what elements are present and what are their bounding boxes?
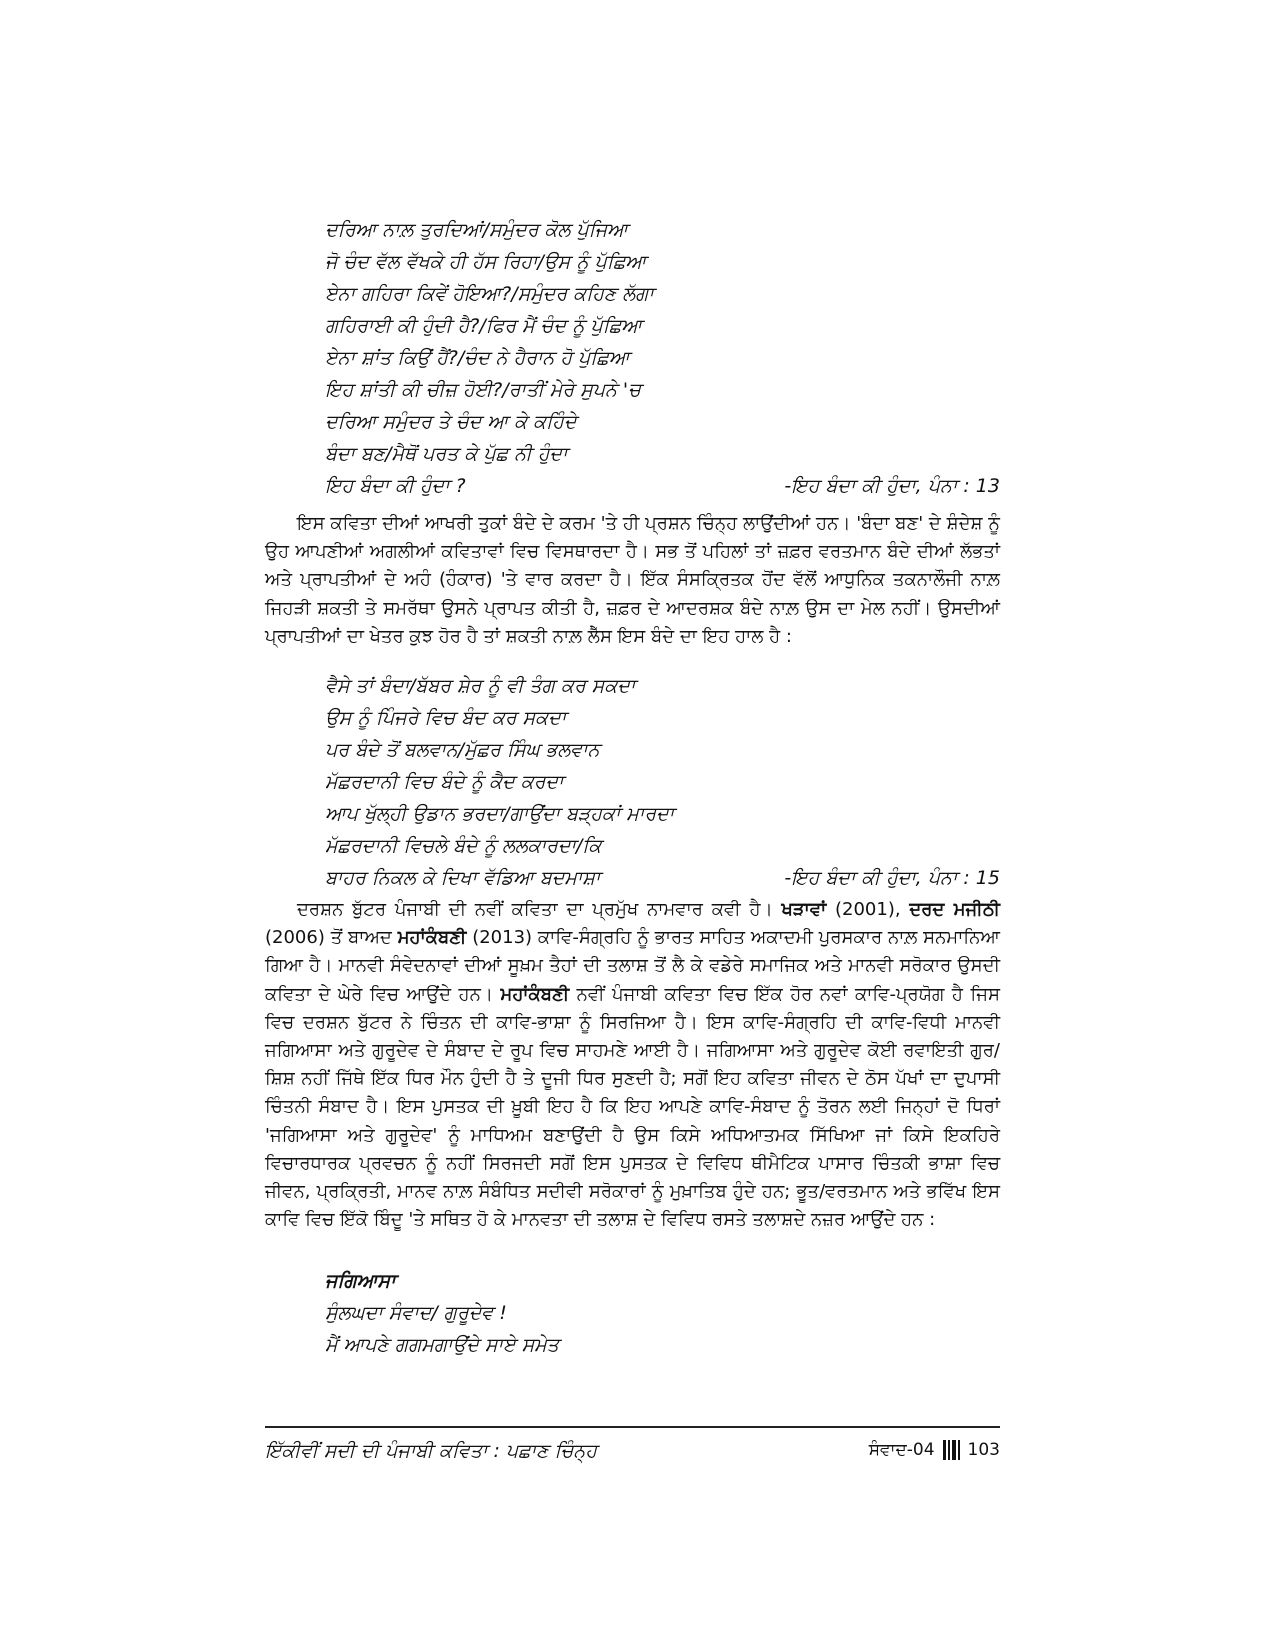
poem-line: ਆਪ ਖੁੱਲ੍ਹੀ ਉਡਾਨ ਭਰਦਾ/ਗਾਉਂਦਾ ਬੜ੍ਹਕਾਂ ਮਾਰਦਾ — [325, 803, 675, 825]
poem-line: ਉਸ ਨੂੰ ਪਿੰਜਰੇ ਵਿਚ ਬੰਦ ਕਰ ਸਕਦਾ — [325, 707, 567, 729]
footer-running-title: ਇੱਕੀਵੀਂ ਸਦੀ ਦੀ ਪੰਜਾਬੀ ਕਵਿਤਾ : ਪਛਾਣ ਚਿੰਨ੍ਹ — [265, 1440, 597, 1462]
barcode-icon — [943, 1440, 960, 1460]
poem-line: ਬੰਦਾ ਬਣ/ਮੈਥੋਂ ਪਰਤ ਕੇ ਪੁੱਛ ਨੀ ਹੁੰਦਾ — [325, 443, 568, 465]
paragraph-text: ਇਸ ਕਵਿਤਾ ਦੀਆਂ ਆਖਰੀ ਤੁਕਾਂ ਬੰਦੇ ਦੇ ਕਰਮ 'ਤੇ ਹੀ ਪ੍ਰਸ਼ਨ ਚਿੰਨ੍ਹ ਲਾਉਂਦੀਆਂ ਹਨ। 'ਬੰਦਾ ਬਣ' ਦੇ ਸ਼ੰਦੇਸ਼ ਨੂੰ ਉਹ ਆਪਣੀਆਂ ਅਗਲੀਆਂ ਕਵਿਤਾਵਾਂ ਵਿਚ ਵਿਸਥਾਰਦਾ ਹੈ। ਸਭ ਤੋਂ ਪਹਿਲਾਂ ਤਾਂ ਜ਼ਫ਼ਰ ਵਰਤਮਾਨ ਬੰਦੇ ਦੀਆਂ ਲੱਭਤਾਂ ਅਤੇ ਪ੍ਰਾਪਤੀਆਂ ਦੇ ਅਹੰ (ਹੰਕਾਰ) 'ਤੇ ਵਾਰ ਕਰਦਾ ਹੈ। ਇੱਕ ਸੰਸਕ੍ਰਿਤਕ ਹੋਂਦ ਵੱਲੋਂ ਆਧੁਨਿਕ ਤਕਨਾਲੌਜੀ ਨਾਲ਼ ਜਿਹੜੀ ਸ਼ਕਤੀ ਤੇ ਸਮਰੱਥਾ ਉਸਨੇ ਪ੍ਰਾਪਤ ਕੀਤੀ ਹੈ, ਜ਼ਫ਼ਰ ਦੇ ਆਦਰਸ਼ਕ ਬੰਦੇ ਨਾਲ਼ ਉਸ ਦਾ ਮੇਲ ਨਹੀਂ। ਉਸਦੀਆਂ ਪ੍ਰਾਪਤੀਆਂ ਦਾ ਖੇਤਰ ਕੁਝ ਹੋਰ ਹੈ ਤਾਂ ਸ਼ਕਤੀ ਨਾਲ਼ ਲੈੱਸ ਇਸ ਬੰਦੇ ਦਾ ਇਹ ਹਾਲ ਹੈ : — [265, 513, 1000, 647]
poem-line: ਪਰ ਬੰਦੇ ਤੋਂ ਬਲਵਾਨ/ਮੁੱਛਰ ਸਿੰਘ ਭਲਵਾਨ — [325, 739, 600, 761]
poem-line: ਵੈਸੇ ਤਾਂ ਬੰਦਾ/ਬੱਬਰ ਸ਼ੇਰ ਨੂੰ ਵੀ ਤੰਗ ਕਰ ਸਕਦਾ — [325, 675, 636, 697]
poem-line: ਏਨਾ ਗਹਿਰਾ ਕਿਵੇਂ ਹੋਇਆ?/ਸਮੁੰਦਰ ਕਹਿਣ ਲੱਗਾ — [325, 283, 654, 305]
journal-name: ਸੰਵਾਦ-04 — [868, 1440, 935, 1460]
footer-divider — [265, 1426, 1000, 1428]
book-title: ਮਹਾਂਕੰਬਣੀ — [500, 983, 570, 1005]
poem-line: ਜੋ ਚੰਦ ਵੱਲ ਵੱਖਕੇ ਹੀ ਹੱਸ ਰਿਹਾ/ਉਸ ਨੂੰ ਪੁੱਛਿਆ — [325, 251, 647, 273]
poem-line: ਏਨਾ ਸ਼ਾਂਤ ਕਿਉਂ ਹੈਂ?/ਚੰਦ ਨੇ ਹੈਰਾਨ ਹੋ ਪੁੱਛਿਆ — [325, 347, 630, 369]
paragraph-1 — [265, 510, 1000, 651]
poem-line-last — [325, 862, 1000, 894]
poem-line-last — [325, 470, 1000, 502]
book-title: ਮਹਾਂਕੰਬਣੀ — [397, 927, 467, 949]
poem-line: ਸੁੰਲਘਦਾ ਸੰਵਾਦ/ ਗੁਰੂਦੇਵ ! — [325, 1302, 507, 1324]
poem-line: ਮੱਛਰਦਾਨੀ ਵਿਚ ਬੰਦੇ ਨੂੰ ਕੈਦ ਕਰਦਾ — [325, 771, 564, 793]
poem-heading: ਜਗਿਆਸਾ — [325, 1270, 396, 1292]
poem-line: ਮੈਂ ਆਪਣੇ ਗਗਮਗਾਉਂਦੇ ਸਾਏ ਸਮੇਤ — [325, 1334, 559, 1356]
poem-line-text: ਬਾਹਰ ਨਿਕਲ ਕੇ ਦਿਖਾ ਵੱਡਿਆ ਬਦਮਾਸ਼ਾ — [325, 867, 601, 889]
poem-excerpt-1 — [325, 214, 1000, 502]
poem-excerpt-2 — [325, 670, 1000, 894]
poem-citation: -ਇਹ ਬੰਦਾ ਕੀ ਹੁੰਦਾ, ਪੰਨਾ : 13 — [784, 475, 1000, 497]
book-title: ਖੜਾਵਾਂ — [781, 899, 827, 920]
poem-excerpt-3 — [325, 1265, 1000, 1361]
poem-line: ਦਰਿਆ ਸਮੁੰਦਰ ਤੇ ਚੰਦ ਆ ਕੇ ਕਹਿੰਦੇ — [325, 411, 577, 433]
paragraph-2: ਦਰਸ਼ਨ ਬੁੱਟਰ ਪੰਜਾਬੀ ਦੀ ਨਵੀਂ ਕਵਿਤਾ ਦਾ ਪ੍ਰਮੁੱਖ ਨਾਮਵਾਰ ਕਵੀ ਹੈ। ਖੜਾਵਾਂ (2001), ਦਰਦ ਮਜੀਠੀ (2006) ਤੋਂ ਬਾਅਦ ਮਹਾਂਕੰਬਣੀ (2013) ਕਾਵਿ-ਸੰਗ੍ਰਹਿ ਨੂੰ ਭਾਰਤ ਸਾਹਿਤ ਅਕਾਦਮੀ ਪੁਰਸਕਾਰ ਨਾਲ਼ ਸਨਮਾਨਿਆ ਗਿਆ ਹੈ। ਮਾਨਵੀ ਸੰਵੇਦਨਾਵਾਂ ਦੀਆਂ ਸੂਖ਼ਮ ਤੈਹਾਂ ਦੀ ਤਲਾਸ਼ ਤੋਂ ਲੈ ਕੇ ਵਡੇਰੇ ਸਮਾਜਿਕ ਅਤੇ ਮਾਨਵੀ ਸਰੋਕਾਰ ਉਸਦੀ ਕਵਿਤਾ ਦੇ ਘੇਰੇ ਵਿਚ ਆਉਂਦੇ ਹਨ। ਮਹਾਂਕੰਬਣੀ ਨਵੀਂ ਪੰਜਾਬੀ ਕਵਿਤਾ ਵਿਚ ਇੱਕ ਹੋਰ ਨਵਾਂ ਕਾਵਿ-ਪ੍ਰਯੋਗ ਹੈ ਜਿਸ ਵਿਚ ਦਰਸ਼ਨ ਬੁੱਟਰ ਨੇ ਚਿੰਤਨ ਦੀ ਕਾਵਿ-ਭਾਸ਼ਾ ਨੂੰ ਸਿਰਜਿਆ ਹੈ। ਇਸ ਕਾਵਿ-ਸੰਗ੍ਰਹਿ ਦੀ ਕਾਵਿ-ਵਿਧੀ ਮਾਨਵੀ ਜਗਿਆਸਾ ਅਤੇ ਗੁਰੂਦੇਵ ਦੇ ਸੰਬਾਦ ਦੇ ਰੂਪ ਵਿਚ ਸਾਹਮਣੇ ਆਈ ਹੈ। ਜਗਿਆਸਾ ਅਤੇ ਗੁਰੂਦੇਵ ਕੋਈ ਰਵਾਇਤੀ ਗੁਰ/ਸ਼ਿਸ਼ ਨਹੀਂ ਜਿੱਥੇ ਇੱਕ ਧਿਰ ਮੌਨ ਹੁੰਦੀ ਹੈ ਤੇ ਦੂਜੀ ਧਿਰ ਸੁਣਦੀ ਹੈ; ਸਗੋਂ ਇਹ ਕਵਿਤਾ ਜੀਵਨ ਦੇ ਠੋਸ ਪੱਖਾਂ ਦਾ ਦੁਪਾਸੀ ਚਿੰਤਨੀ ਸੰਬਾਦ ਹੈ। ਇਸ ਪੁਸਤਕ ਦੀ ਖ਼ੂਬੀ ਇਹ ਹੈ ਕਿ ਇਹ ਆਪਣੇ ਕਾਵਿ-ਸੰਬਾਦ ਨੂੰ ਤੋਰਨ ਲਈ ਜਿਨ੍ਹਾਂ ਦੋ ਧਿਰਾਂ 'ਜਗਿਆਸਾ ਅਤੇ ਗੁਰੂਦੇਵ' ਨੂੰ ਮਾਧਿਅਮ ਬਣਾਉਂਦੀ ਹੈ ਉਸ ਕਿਸੇ ਅਧਿਆਤਮਕ ਸਿੱਖਿਆ ਜਾਂ ਕਿਸੇ ਇਕਹਿਰੇ ਵਿਚਾਰਧਾਰਕ ਪ੍ਰਵਚਨ ਨੂੰ ਨਹੀਂ ਸਿਰਜਦੀ ਸਗੋਂ ਇਸ ਪੁਸਤਕ ਦੇ ਵਿਵਿਧ ਥੀਮੈਟਿਕ ਪਾਸਾਰ ਚਿੰਤਕੀ ਭਾਸ਼ਾ ਵਿਚ ਜੀਵਨ, ਪ੍ਰਕ੍ਰਿਤੀ, ਮਾਨਵ ਨਾਲ਼ ਸੰਬੰਧਿਤ ਸਦੀਵੀ ਸਰੋਕਾਰਾਂ ਨੂੰ ਮੁਖ਼ਾਤਿਬ ਹੁੰਦੇ ਹਨ; ਭੂਤ/ਵਰਤਮਾਨ ਅਤੇ ਭਵਿੱਖ ਇਸ ਕਾਵਿ ਵਿਚ ਇੱਕੋ ਬਿੰਦੂ 'ਤੇ ਸਥਿਤ ਹੋ ਕੇ ਮਾਨਵਤਾ ਦੀ ਤਲਾਸ਼ ਦੇ ਵਿਵਿਧ ਰਸਤੇ ਤਲਾਸ਼ਦੇ ਨਜ਼ਰ ਆਉਂਦੇ ਹਨ : — [265, 899, 1001, 1231]
poem-citation: -ਇਹ ਬੰਦਾ ਕੀ ਹੁੰਦਾ, ਪੰਨਾ : 15 — [784, 867, 1000, 889]
footer-page-info — [869, 1440, 1000, 1460]
book-title: ਦਰਦ ਮਜੀਠੀ — [909, 899, 1000, 920]
page-number: 103 — [967, 1440, 1000, 1460]
poem-line: ਗਹਿਰਾਈ ਕੀ ਹੁੰਦੀ ਹੈ?/ਫਿਰ ਮੈਂ ਚੰਦ ਨੂੰ ਪੁੱਛਿਆ — [325, 315, 642, 337]
poem-line-text: ਇਹ ਬੰਦਾ ਕੀ ਹੁੰਦਾ ? — [325, 475, 466, 497]
poem-line: ਇਹ ਸ਼ਾਂਤੀ ਕੀ ਚੀਜ਼ ਹੋਈ?/ਰਾਤੀਂ ਮੇਰੇ ਸੁਪਨੇ 'ਚ — [325, 379, 641, 401]
poem-line: ਦਰਿਆ ਨਾਲ਼ ਤੁਰਦਿਆਂ/ਸਮੁੰਦਰ ਕੋਲ ਪੁੱਜਿਆ — [325, 219, 628, 241]
poem-line: ਮੱਛਰਦਾਨੀ ਵਿਚਲੇ ਬੰਦੇ ਨੂੰ ਲਲਕਾਰਦਾ/ਕਿ — [325, 835, 602, 857]
